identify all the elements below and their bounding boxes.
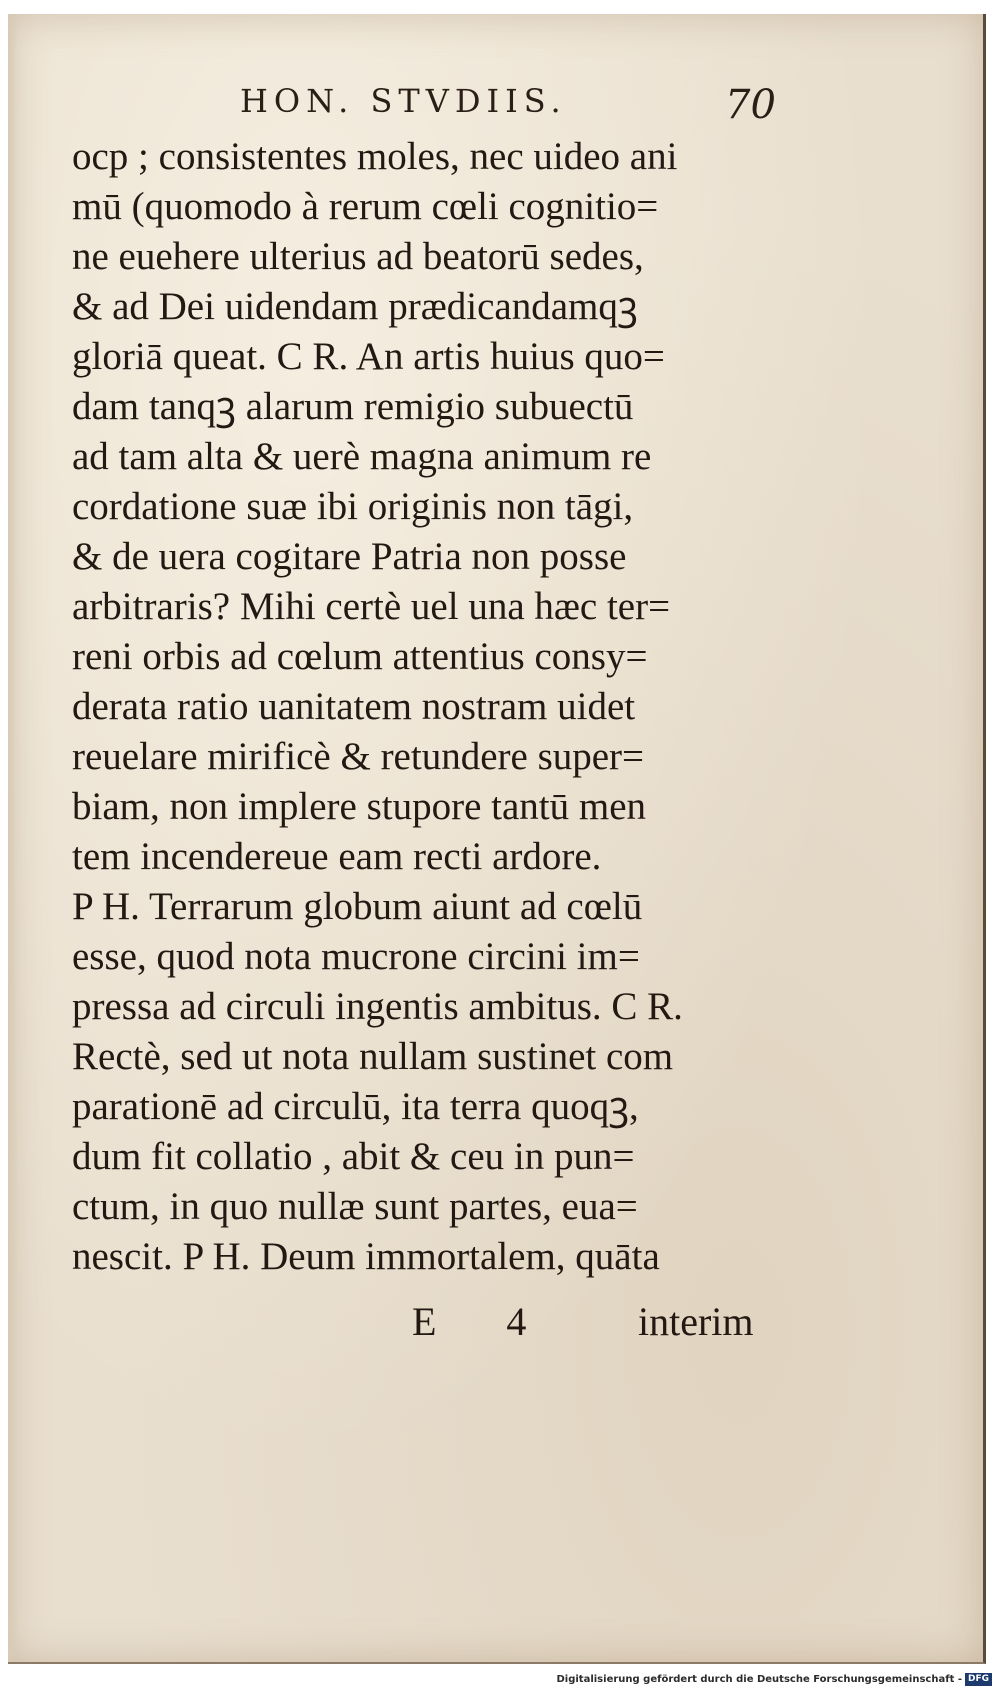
text-line: ocp ; consistentes moles, nec uideo ani: [72, 135, 678, 178]
running-head: HON. STVDIIS.: [240, 82, 567, 120]
text-line: gloriā queat. C R. An artis huius quo=: [72, 335, 665, 378]
text-line: ne euehere ulterius ad beatorū sedes,: [72, 235, 644, 278]
text-line: Rectè, sed ut nota nullam sustinet com: [72, 1035, 674, 1078]
text-line: dum fit collatio , abit & ceu in pun=: [72, 1135, 635, 1178]
text-line: derata ratio uanitatem nostram uidet: [72, 685, 636, 728]
text-line: mū (quomodo à rerum cœli cognitio=: [72, 185, 659, 228]
text-line: reni orbis ad cœlum attentius consy=: [72, 635, 648, 678]
page-gutter-shadow: [8, 14, 18, 1662]
text-line: ctum, in quo nullæ sunt partes, eua=: [72, 1185, 638, 1228]
text-line: biam, non implere stupore tantū men: [72, 785, 647, 828]
digitization-footer: [0, 1668, 1000, 1695]
text-line: & de uera cogitare Patria non posse: [72, 535, 627, 578]
catch-line: [0, 1298, 1000, 1358]
signature-mark: E 4: [412, 1299, 557, 1344]
text-line: P H. Terrarum globum aiunt ad cœlū: [72, 885, 643, 928]
text-line: ad tam alta & uerè magna animum re: [72, 435, 652, 478]
text-line: arbitraris? Mihi certè uel una hæc ter=: [72, 585, 671, 628]
page-number: 70: [725, 82, 776, 128]
text-line: nescit. P H. Deum immortalem, quāta: [72, 1235, 660, 1278]
funding-credit: Digitalisierung gefördert durch die Deutsche Forschungsgemeinschaft -: [556, 1674, 962, 1685]
catchword: interim: [638, 1299, 754, 1344]
text-line: esse, quod nota mucrone circini im=: [72, 935, 640, 978]
text-line: reuelare mirificè & retundere super=: [72, 735, 645, 778]
text-line: cordatione suæ ibi originis non tāgi,: [72, 485, 634, 528]
text-line: tem incendereue eam recti ardore.: [72, 835, 602, 878]
text-line: dam tanqꝫ alarum remigio subuectū: [72, 385, 634, 428]
body-text: [72, 132, 787, 1282]
text-line: parationē ad circulū, ita terra quoqꝫ,: [72, 1085, 639, 1128]
dfg-logo-icon: DFG: [965, 1673, 992, 1686]
text-line: & ad Dei uidendam prædicandamqꝫ: [72, 285, 638, 328]
text-line: pressa ad circuli ingentis ambitus. C R.: [72, 985, 683, 1028]
